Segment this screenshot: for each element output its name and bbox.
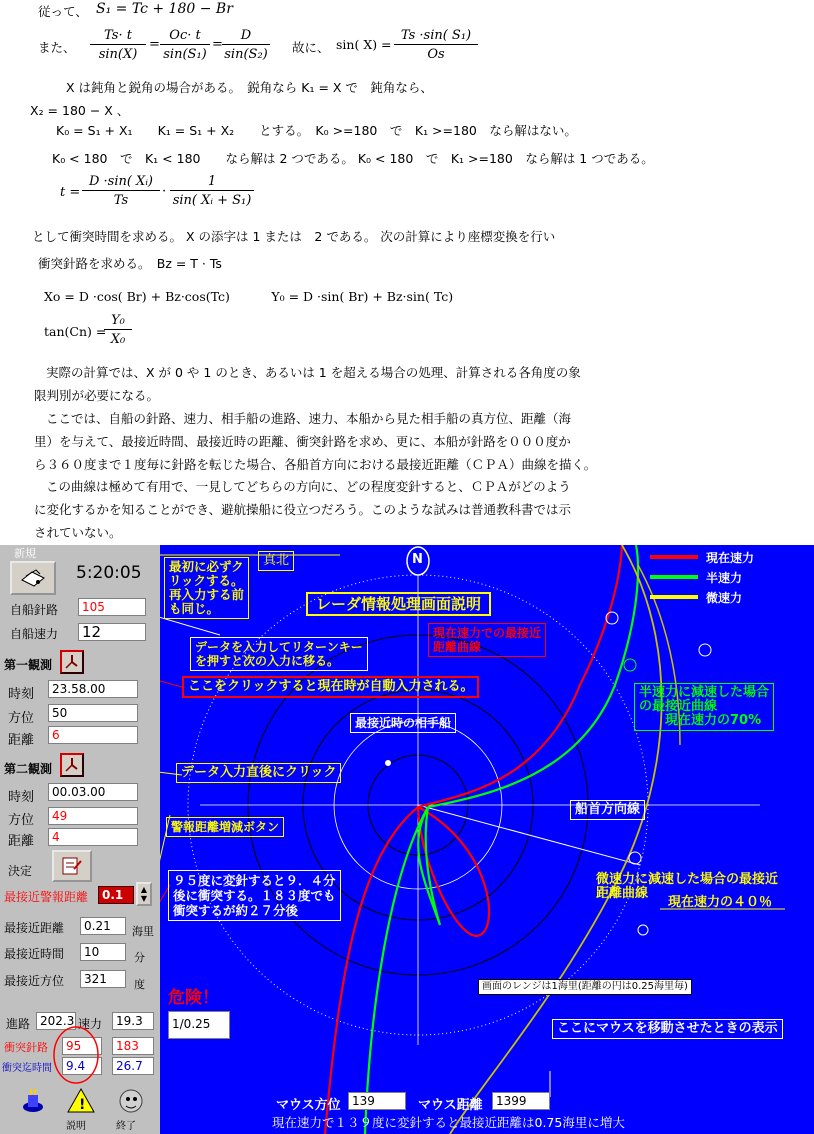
alarm-distance-value: 0.1 [98, 886, 134, 904]
callout-cpa-curve: 現在速力での最接近 距離曲線 [428, 623, 546, 657]
dist2-input[interactable]: 4 [48, 828, 138, 846]
line-1-prefix: 従って、 [38, 4, 88, 19]
fraction-2: $\frac{Oc\cdot t}{\text{sin(S₁)}}$ [160, 28, 210, 62]
marker-green [624, 659, 636, 671]
exit-door-icon[interactable] [116, 1087, 146, 1115]
course-label: 進路 [6, 1017, 31, 1031]
decide-button[interactable] [52, 850, 92, 882]
para-2-line-3: ら３６０度まで１度毎に針路を転じた場合、各船首方向における最接近距離（ＣＰＡ）曲線を描く。 [34, 457, 597, 472]
time1-input[interactable]: 23.58.00 [48, 680, 138, 698]
fraction-1: $\frac{Ts\cdot t}{\sin(X)}$ [90, 28, 146, 62]
own-speed-input[interactable]: 12 [78, 623, 146, 641]
callout-after-input: データ入力直後にクリック [176, 763, 341, 783]
cpa-time-value: 10 [80, 943, 126, 961]
callout-heading-line: 船首方向線 [570, 800, 645, 820]
time1-label: 時刻 [8, 687, 35, 702]
collision-time-a: 9.4 [62, 1057, 102, 1075]
line-10: Xo = D ·cos( Br) + Bz·cos(Tc) Y₀ = D ·sin( Br) + Bz·sin( Tc) [44, 289, 454, 304]
line-2-prefix: また、 [38, 40, 76, 55]
equation-s1: S₁ = Tc + 180 − Br [96, 1, 233, 17]
obs1-title: 第一観測 [4, 658, 53, 672]
new-doc-icon [18, 566, 48, 590]
para-1-line-1: 実際の計算では、X が 0 や 1 のとき、あるいは 1 を超える場合の処理、計算される各角度の象 [46, 365, 581, 380]
para-2-line-2: 里）を与えて、最接近時間、最接近時の距離、衝突針路を求め、更に、本船が針路を０００度か [34, 434, 571, 449]
mouse-distance-label: マウス距離 [418, 1098, 483, 1113]
alarm-distance-label: 最接近警報距離 [4, 890, 89, 904]
plug-icon[interactable] [18, 1087, 48, 1115]
obs2-clock-button[interactable] [60, 753, 84, 777]
clock-icon [63, 653, 81, 671]
radar-app-window [0, 545, 814, 1134]
line-5: K₀ = S₁ + X₁ K₁ = S₁ + X₂ とする。 K₀ >=180 で K₁ >=180 なら解はない。 [56, 123, 577, 138]
north-letter: N [412, 552, 423, 567]
svg-text:!: ! [79, 1097, 86, 1113]
time2-label: 時刻 [8, 790, 35, 805]
marker-heading [629, 852, 641, 864]
cpa-dist-value: 0.21 [80, 917, 126, 935]
range-note: 画面のレンジは1海里(距離の円は0.25海里毎) [478, 979, 692, 995]
callout-slow-speed: 微速力に減速した場合の最接近 距離曲線 [596, 872, 779, 901]
line-6: K₀ < 180 で K₁ < 180 なら解は 2 つである。 K₀ < 180 で K₁ >=180 なら解は 1 つである。 [52, 151, 654, 166]
speed-label: 速力 [78, 1017, 103, 1031]
new-label: 新規 [14, 547, 36, 560]
para-3-line-2: に変化するかを知ることができ、避航操船に役立つだろう。このような試みは普通教科書では示 [34, 502, 572, 517]
radar-screen[interactable] [160, 545, 814, 1134]
new-button[interactable] [10, 561, 56, 595]
fraction-3: $\frac{D}{\text{sin(S₂)}}$ [222, 28, 270, 62]
input-panel [0, 545, 160, 1134]
arrow-down-icon[interactable]: ▼ [140, 894, 148, 903]
obs1-clock-button[interactable] [60, 650, 84, 674]
fraction-6: $\frac{1}{\text{sin( Xᵢ + S₁)}}$ [170, 174, 254, 208]
line-8: として衝突時間を求める。 X の添字は 1 または 2 である。 次の計算により座標変換を行い [32, 229, 556, 244]
fraction-4: $\frac{\text{Ts ·sin( S₁)}}{Os}$ [394, 28, 478, 62]
speed-value: 19.3 [112, 1012, 154, 1030]
collision-time-b: 26.7 [112, 1057, 154, 1075]
marker-slow [638, 925, 648, 935]
bearing2-label: 方位 [8, 813, 35, 828]
line-2-mid: 故に、 [292, 40, 330, 55]
help-warning-icon[interactable] [66, 1087, 96, 1115]
scale-box[interactable]: 1/0.25 [168, 1011, 230, 1039]
line-9: 衝突針路を求める。 Bz = T · Ts [38, 256, 222, 271]
para-2-line-1: ここでは、自船の針路、速力、相手船の進路、速力、本船から見た相手船の真方位、距離（海 [46, 411, 572, 426]
mouse-bearing-label: マウス方位 [276, 1098, 341, 1113]
cpa-time-label: 最接近時間 [4, 947, 65, 961]
callout-collision-95: ９５度に変針すると９．４分 後に衝突する。１８３度でも 衝突するが約２７分後 [168, 870, 341, 921]
cpa-bearing-label: 最接近方位 [4, 974, 65, 988]
dist1-label: 距離 [8, 733, 35, 748]
obs2-title: 第二観測 [4, 762, 53, 776]
explanation-text: 従って、 S₁ = Tc + 180 − Br また、 $\frac{Ts\cdot t}{\sin(X)}$ = $\frac{Oc\cdot t}{\text{sin(S₁)}}$ = $\frac{D}{\text{sin(S₂)}}$ 故に、 sin( X) = $\frac{\text{Ts ·sin( S₁)}}{Os}$ X は鈍角と鋭角の場合がある。 鋭角なら K₁ = X で 鈍角なら、 X₂ = 180 − X 、 K₀ = S₁ + X₁ K₁ = S₁ + X₂ とする。 K₀ >=180 で K₁ >=180 なら解はない。 K₀ < 180 で K₁ < 180 なら解は 2 つである。 K₀ < 180 で K₁ >=180 なら解は 1 つである。 t = $\frac{\text{D ·sin( Xᵢ)}}{Ts}$ · $\frac{1}{\text{sin( Xᵢ + S₁)}}$ として衝突時間を求める。 X の添字は 1 または 2 である。 次の計算により座標変換を行い 衝突針路を求める。 Bz = T · Ts Xo = D ·cos( Br) + Bz·cos(Tc) Y₀ = D ·sin( Br) + Bz·sin( Tc) tan(Cn) = $\frac{\text{Y₀}}{\text{X₀}}$ 実際の計算では、X が 0 や 1 のとき、あるいは 1 を超える場合の処理、計算される各角度の象 限判別が必要になる。 ここでは、自船の針路、速力、相手船の進路、速力、本船から見た相手船の真方位、距離（海 里）を与えて、最接近時間、最接近時の距離、衝突針路を求め、更に、本船が針路を０００度か ら３６０度まで１度毎に針路を転じた場合、各船首方向における最接近距離（ＣＰＡ）曲線を描く。 この曲線は極めて有用で、一見してどちらの方向に、どの程度変針すると、ＣＰＡがどのよう に変化するかを知ることができ、避航操船に役立つだろう。このような試みは普通教科書では示 されていない。 [30, 1, 654, 540]
dist2-label: 距離 [8, 834, 35, 849]
exit-button-label[interactable]: 終了 [116, 1121, 136, 1132]
legend-full-speed: 現在速力 [706, 551, 755, 565]
callout-enter-key: データを入力してリターンキー を押すと次の入力に移る。 [190, 637, 368, 671]
mouse-distance-value: 1399 [492, 1092, 550, 1110]
marker-yellow [699, 644, 711, 656]
cpa-curve-full-speed-lower [325, 807, 418, 1134]
cpa-dist-unit: 海里 [132, 925, 154, 938]
radar-title: レーダ情報処理画面説明 [306, 592, 491, 616]
bearing2-input[interactable]: 49 [48, 807, 138, 825]
leader-clock [160, 657, 182, 687]
danger-label: 危険！ [168, 988, 219, 1008]
own-speed-label: 自船速力 [10, 627, 59, 641]
course-value: 202.3 [36, 1012, 76, 1030]
decide-label: 決定 [8, 864, 33, 878]
callout-half-speed: 半速力に減速した場合 の最接近曲線 現在速力の70% [634, 683, 774, 731]
dist1-input[interactable]: 6 [48, 726, 138, 744]
cpa-time-unit: 分 [134, 951, 145, 964]
bearing1-label: 方位 [8, 711, 35, 726]
time2-input[interactable]: 00.03.00 [48, 783, 138, 801]
callout-alarm-buttons: 警報距離増減ボタン [166, 817, 284, 837]
help-button-label[interactable]: 説明 [66, 1121, 86, 1132]
tan-cn: tan(Cn) = [44, 324, 107, 339]
cpa-bearing-unit: 度 [134, 978, 145, 991]
collision-highlight-ellipse [50, 1023, 106, 1085]
fraction-5: $\frac{\text{D ·sin( Xᵢ)}}{Ts}$ [82, 174, 160, 208]
callout-mouse-display: ここにマウスを移動させたときの表示 [552, 1019, 783, 1039]
cpa-bearing-value: 321 [80, 970, 126, 988]
para-3-line-1: この曲線は極めて有用で、一見してどちらの方向に、どの程度変針すると、ＣＰＡがどのよう [46, 479, 571, 494]
callout-target-at-cpa: 最接近時の相手船 [350, 713, 456, 733]
line-4: X₂ = 180 − X 、 [30, 103, 130, 118]
alarm-stepper[interactable] [136, 882, 152, 906]
sin-x: sin( X) = [336, 37, 392, 52]
bottom-status-text: 現在速力で１３９度に変針すると最接近距離は0.75海里に増大 [272, 1115, 625, 1130]
collision-course-b: 183 [112, 1037, 154, 1055]
own-course-label: 自船針路 [10, 603, 59, 617]
collision-course-a: 95 [62, 1037, 102, 1055]
collision-time-label: 衝突迄時間 [2, 1063, 52, 1074]
clock-display: 5:20:05 [76, 563, 142, 583]
cpa-dist-label: 最接近距離 [4, 921, 65, 935]
fraction-7: $\frac{\text{Y₀}}{\text{X₀}}$ [104, 313, 132, 347]
true-north-label: 真北 [258, 551, 294, 571]
collision-course-label: 衝突針路 [4, 1041, 48, 1054]
clock-icon [63, 756, 81, 774]
callout-first-click: 最初に必ずク リックする。 再入力する前 も同じ。 [164, 557, 249, 619]
legend-half-speed: 半速力 [706, 571, 743, 585]
target-at-cpa [385, 760, 391, 766]
own-course-input[interactable]: 105 [78, 598, 146, 616]
arrow-up-icon[interactable]: ▲ [140, 885, 148, 894]
para-1-line-2: 限判別が必要になる。 [34, 388, 160, 403]
line-3: X は鈍角と鋭角の場合がある。 鋭角なら K₁ = X で 鈍角なら、 [66, 80, 433, 95]
legend-slow-speed: 微速力 [706, 591, 743, 605]
callout-slow-percent: 現在速力の４０％ [668, 895, 773, 910]
mouse-bearing-value: 139 [348, 1092, 406, 1110]
decide-icon [60, 855, 84, 877]
t-equals: t = [60, 185, 81, 200]
bearing1-input[interactable]: 50 [48, 704, 138, 722]
para-3-line-3: されていない。 [34, 525, 122, 540]
callout-clock-autofill: ここをクリックすると現在時が自動入力される。 [182, 676, 479, 698]
